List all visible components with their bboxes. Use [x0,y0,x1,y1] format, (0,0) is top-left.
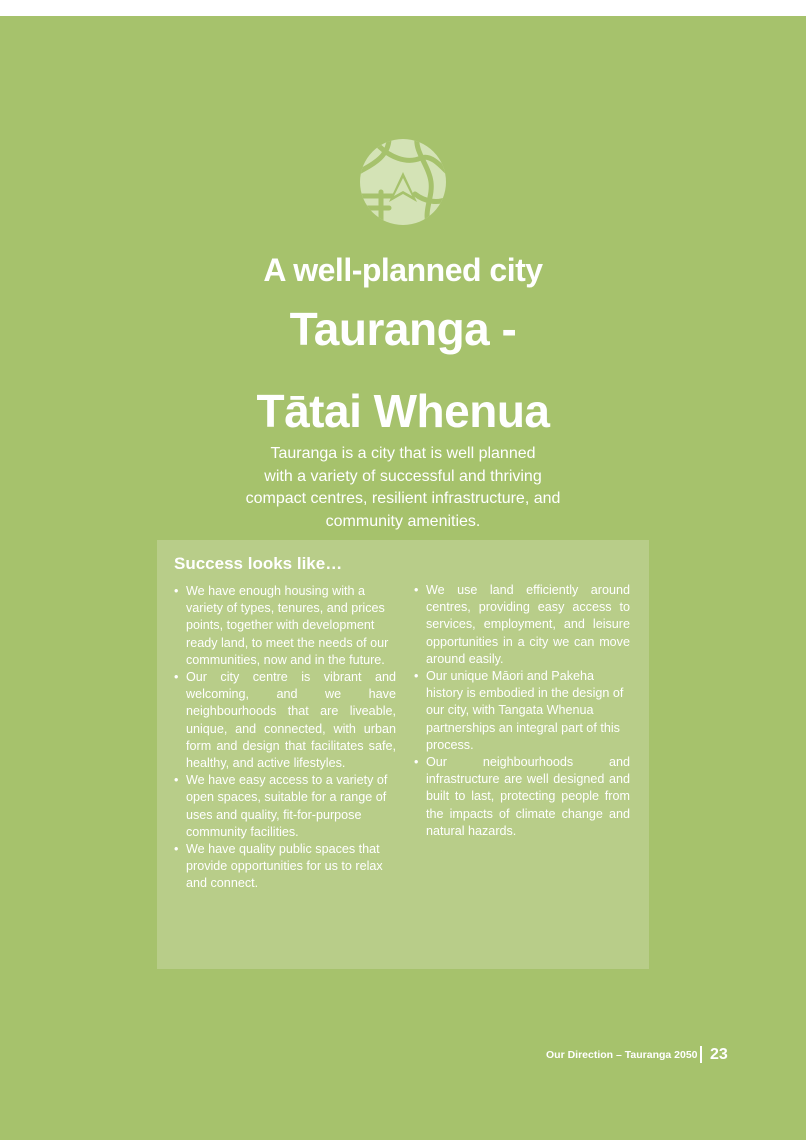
footer-label: Our Direction – Tauranga 2050 [546,1049,698,1061]
intro-line: compact centres, resilient infrastructure, and [245,490,561,507]
intro-line: with a variety of successful and thriving [264,467,542,485]
list-item: • We have enough housing with a variety of types, tenures, and prices points, together with development ready land, to meet the needs of our communities, now and in the future. [174,583,396,669]
intro-paragraph [220,443,586,533]
page-title-line-2: Tātai Whenua [256,385,550,437]
page-title-line-1: Tauranga - [289,303,517,355]
footer-divider [700,1046,702,1063]
intro-line: community amenities. [325,512,481,530]
list-item: • Our unique Māori and Pakeha history is embodied in the design of our city, with Tangata Whenua partnerships an integral part of this process. [414,668,630,754]
list-item: • We have quality public spaces that provide opportunities for us to relax and connect. [174,841,396,893]
intro-line: Tauranga is a city that is well planned [270,445,536,462]
list-item: • We have easy access to a variety of open spaces, suitable for a range of uses and quality, fit-for-purpose community facilities. [174,772,396,841]
list-item: • Our neighbourhoods and infrastructure are well designed and built to last, protecting people from the impacts of climate change and natural hazards. [414,754,630,840]
panel-heading: Success looks like… [174,554,343,573]
page-number: 23 [710,1046,728,1063]
section-subtitle: A well-planned city [263,252,543,288]
map-location-icon [359,138,447,226]
success-list-left [174,583,396,893]
success-list-right [414,582,630,840]
list-item: • We use land efficiently around centres, providing easy access to services, employment, and leisure opportunities in a city we can move around easily. [414,582,630,668]
list-item: • Our city centre is vibrant and welcoming, and we have neighbourhoods that are liveable, unique, and connected, with urban form and design that facilitates safe, healthy, and active lifestyles. [174,669,396,772]
